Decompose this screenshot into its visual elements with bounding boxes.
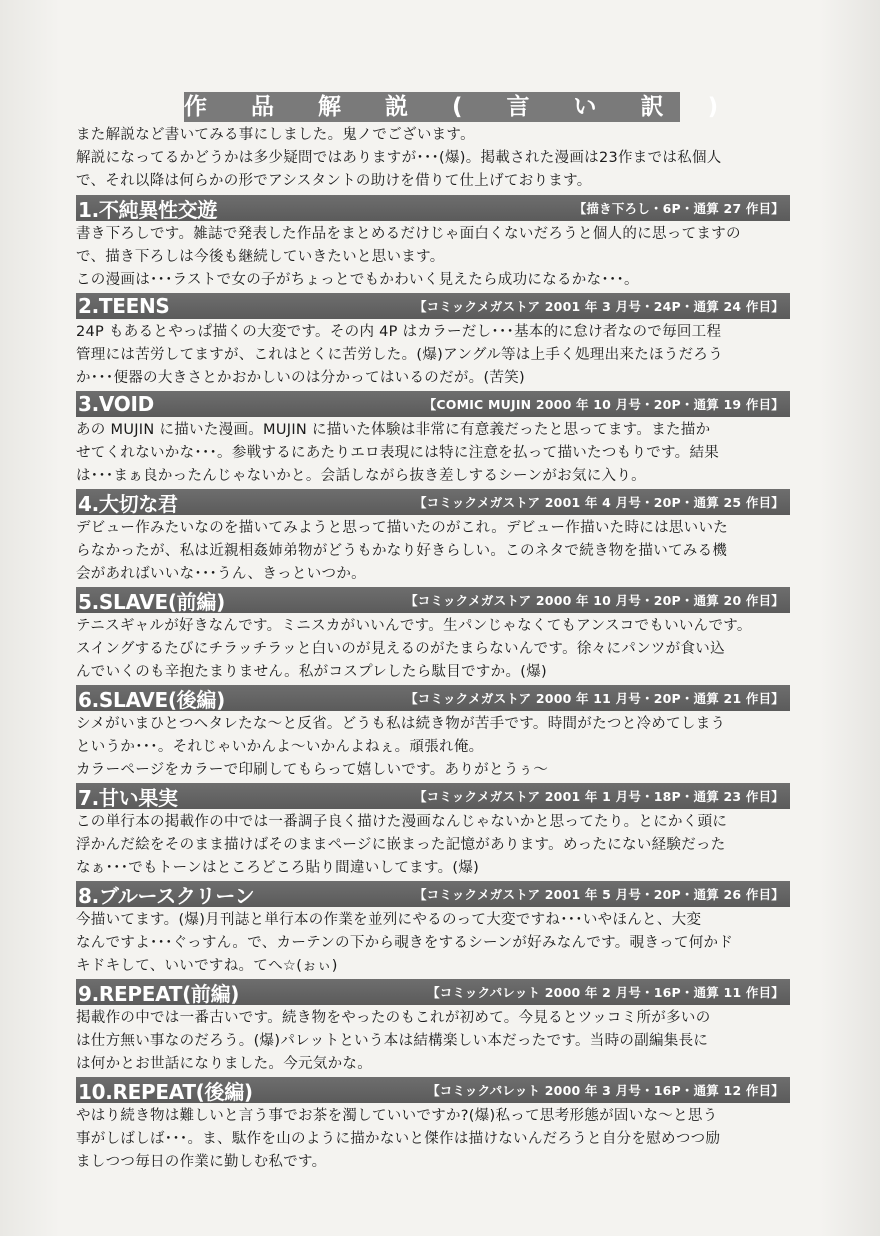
body-line: 浮かんだ絵をそのまま描けばそのままページに嵌まった記憶があります。めったにない経験だった: [76, 837, 726, 853]
section-2: [76, 293, 790, 390]
intro: [76, 124, 790, 193]
body-line: は･･･まぁ良かったんじゃないかと。会話しながら抜き差しするシーンがお気に入り。: [76, 468, 646, 484]
section-info: 【COMIC MUJIN 2000 年 10 月号・20P・通算 19 作目】: [423, 397, 784, 412]
section-title: 3.VOID: [78, 392, 154, 416]
body-line: 会があればいいな･･･うん、きっといつか。: [76, 566, 366, 582]
section-body: [76, 615, 790, 684]
section-body: [76, 713, 790, 782]
section-title: 4.大切な君: [78, 491, 178, 516]
body-line: というか･･･。それじゃいかんよ～いかんよねぇ。頑張れ俺。: [76, 739, 484, 755]
body-line: 事がしばしば･･･。ま、駄作を山のように描かないと傑作は描けないんだろうと自分を慰めつつ励: [76, 1131, 721, 1147]
section-title: 5.SLAVE(前編): [78, 589, 225, 614]
section-6: [76, 685, 790, 782]
body-line: 書き下ろしです。雑誌で発表した作品をまとめるだけじゃ面白くないだろうと個人的に思ってますの: [76, 226, 741, 242]
section-info: 【コミックメガストア 2001 年 1 月号・18P・通算 23 作目】: [413, 789, 784, 804]
section-header: [76, 881, 790, 907]
body-line: カラーページをカラーで印刷してもらって嬉しいです。ありがとうぅ～: [76, 762, 549, 778]
section-title: 2.TEENS: [78, 294, 170, 318]
section-body: [76, 517, 790, 586]
body-line: デビュー作みたいなのを描いてみようと思って描いたのがこれ。デビュー作描いた時には思いいた: [76, 520, 729, 536]
body-line: は仕方無い事なのだろう。(爆)パレットという本は結構楽しい本だったです。当時の副編集長に: [76, 1033, 709, 1049]
section-info: 【描き下ろし・6P・通算 27 作目】: [573, 201, 784, 216]
section-info: 【コミックメガストア 2001 年 5 月号・20P・通算 26 作目】: [413, 887, 784, 902]
body-line: なぁ･･･でもトーンはところどころ貼り間違いしてます。(爆): [76, 860, 480, 876]
body-line: この漫画は･･･ラストで女の子がちょっとでもかわいく見えたら成功になるかな･･･。: [76, 272, 639, 288]
body-line: 掲載作の中では一番古いです。続き物をやったのもこれが初めて。今見るとツッコミ所が多いの: [76, 1010, 711, 1026]
section-body: [76, 419, 790, 488]
section-1: [76, 195, 790, 292]
section-body: [76, 321, 790, 390]
section-7: [76, 783, 790, 880]
section-header: [76, 783, 790, 809]
intro-line: で、それ以降は何らかの形でアシスタントの助けを借りて仕上げております。: [76, 173, 592, 189]
section-10: [76, 1077, 790, 1174]
section-info: 【コミックメガストア 2000 年 11 月号・20P・通算 21 作目】: [405, 691, 784, 706]
body-line: キドキして、いいですね。てへ☆(ぉぃ): [76, 958, 338, 974]
section-header: [76, 293, 790, 319]
body-line: やはり続き物は難しいと言う事でお茶を濁していいですか?(爆)私って思考形態が固いな～と思う: [76, 1108, 718, 1124]
body-line: 今描いてます。(爆)月刊誌と単行本の作業を並列にやるのって大変ですね･･･いやほんと、大変: [76, 912, 702, 928]
section-title: 8.ブルースクリーン: [78, 883, 255, 908]
page-title: 作 品 解 説 ( 言 い 訳 ): [184, 94, 737, 120]
body-line: テニスギャルが好きなんです。ミニスカがいいんです。生パンじゃなくてもアンスコでもいいんです。: [76, 618, 752, 634]
section-header: [76, 195, 790, 221]
section-info: 【コミックメガストア 2000 年 10 月号・20P・通算 20 作目】: [405, 593, 784, 608]
intro-line: 解説になってるかどうかは多少疑問ではありますが･･･(爆)。掲載された漫画は23作までは私個人: [76, 150, 722, 166]
body-line: は何かとお世話になりました。今元気かな。: [76, 1056, 372, 1072]
body-line: ましつつ毎日の作業に勤しむ私です。: [76, 1154, 327, 1170]
section-title: 7.甘い果実: [78, 785, 178, 810]
section-info: 【コミックパレット 2000 年 3 月号・16P・通算 12 作目】: [427, 1083, 784, 1098]
intro-line: また解説など書いてみる事にしました。鬼ノでございます。: [76, 127, 475, 143]
section-5: [76, 587, 790, 684]
body-line: 管理には苦労してますが、これはとくに苦労した。(爆)アングル等は上手く処理出来たほうだろう: [76, 347, 724, 363]
commentary-content: [76, 124, 790, 1174]
body-line: せてくれないかな･･･。参戦するにあたりエロ表現には特に注意を払って描いたつもりです。結果: [76, 445, 720, 461]
section-body: [76, 811, 790, 880]
body-line: スイングするたびにチラッチラッと白いのが見えるのがたまらないんです。徐々にパンツが食い込: [76, 641, 725, 657]
section-9: [76, 979, 790, 1076]
section-header: [76, 979, 790, 1005]
body-line: 24P もあるとやっぱ描くの大変です。その内 4P はカラーだし･･･基本的に怠け者なので毎回工程: [76, 324, 722, 340]
section-title: 6.SLAVE(後編): [78, 687, 225, 712]
body-line: らなかったが、私は近親相姦姉弟物がどうもかなり好きらしい。このネタで続き物を描いてみる機: [76, 543, 728, 559]
section-header: [76, 391, 790, 417]
section-title: 1.不純異性交遊: [78, 197, 218, 222]
section-body: [76, 1105, 790, 1174]
body-line: んでいくのも辛抱たまりません。私がコスプレしたら駄目ですか。(爆): [76, 664, 548, 680]
section-header: [76, 587, 790, 613]
body-line: で、描き下ろしは今後も継続していきたいと思います。: [76, 249, 445, 265]
body-line: か･･･便器の大きさとかおかしいのは分かってはいるのだが。(苦笑): [76, 370, 525, 386]
body-line: なんですよ･･･ぐっすん。で、カーテンの下から覗きをするシーンが好みなんです。覗きって何かド: [76, 935, 734, 951]
section-title: 10.REPEAT(後編): [78, 1079, 253, 1104]
section-3: [76, 391, 790, 488]
body-line: あの MUJIN に描いた漫画。MUJIN に描いた体験は非常に有意義だったと思ってます。また描か: [76, 422, 711, 438]
section-8: [76, 881, 790, 978]
section-4: [76, 489, 790, 586]
section-body: [76, 223, 790, 292]
section-info: 【コミックパレット 2000 年 2 月号・16P・通算 11 作目】: [427, 985, 784, 1000]
section-body: [76, 909, 790, 978]
section-body: [76, 1007, 790, 1076]
section-title: 9.REPEAT(前編): [78, 981, 240, 1006]
body-line: この単行本の掲載作の中では一番調子良く描けた漫画なんじゃないかと思ってたり。とにかく頭に: [76, 814, 728, 830]
section-header: [76, 685, 790, 711]
body-line: シメがいまひとつヘタレたな～と反省。どうも私は続き物が苦手です。時間がたつと冷めてしまう: [76, 716, 726, 732]
section-header: [76, 1077, 790, 1103]
section-info: 【コミックメガストア 2001 年 4 月号・20P・通算 25 作目】: [413, 495, 784, 510]
section-info: 【コミックメガストア 2001 年 3 月号・24P・通算 24 作目】: [413, 299, 784, 314]
section-header: [76, 489, 790, 515]
